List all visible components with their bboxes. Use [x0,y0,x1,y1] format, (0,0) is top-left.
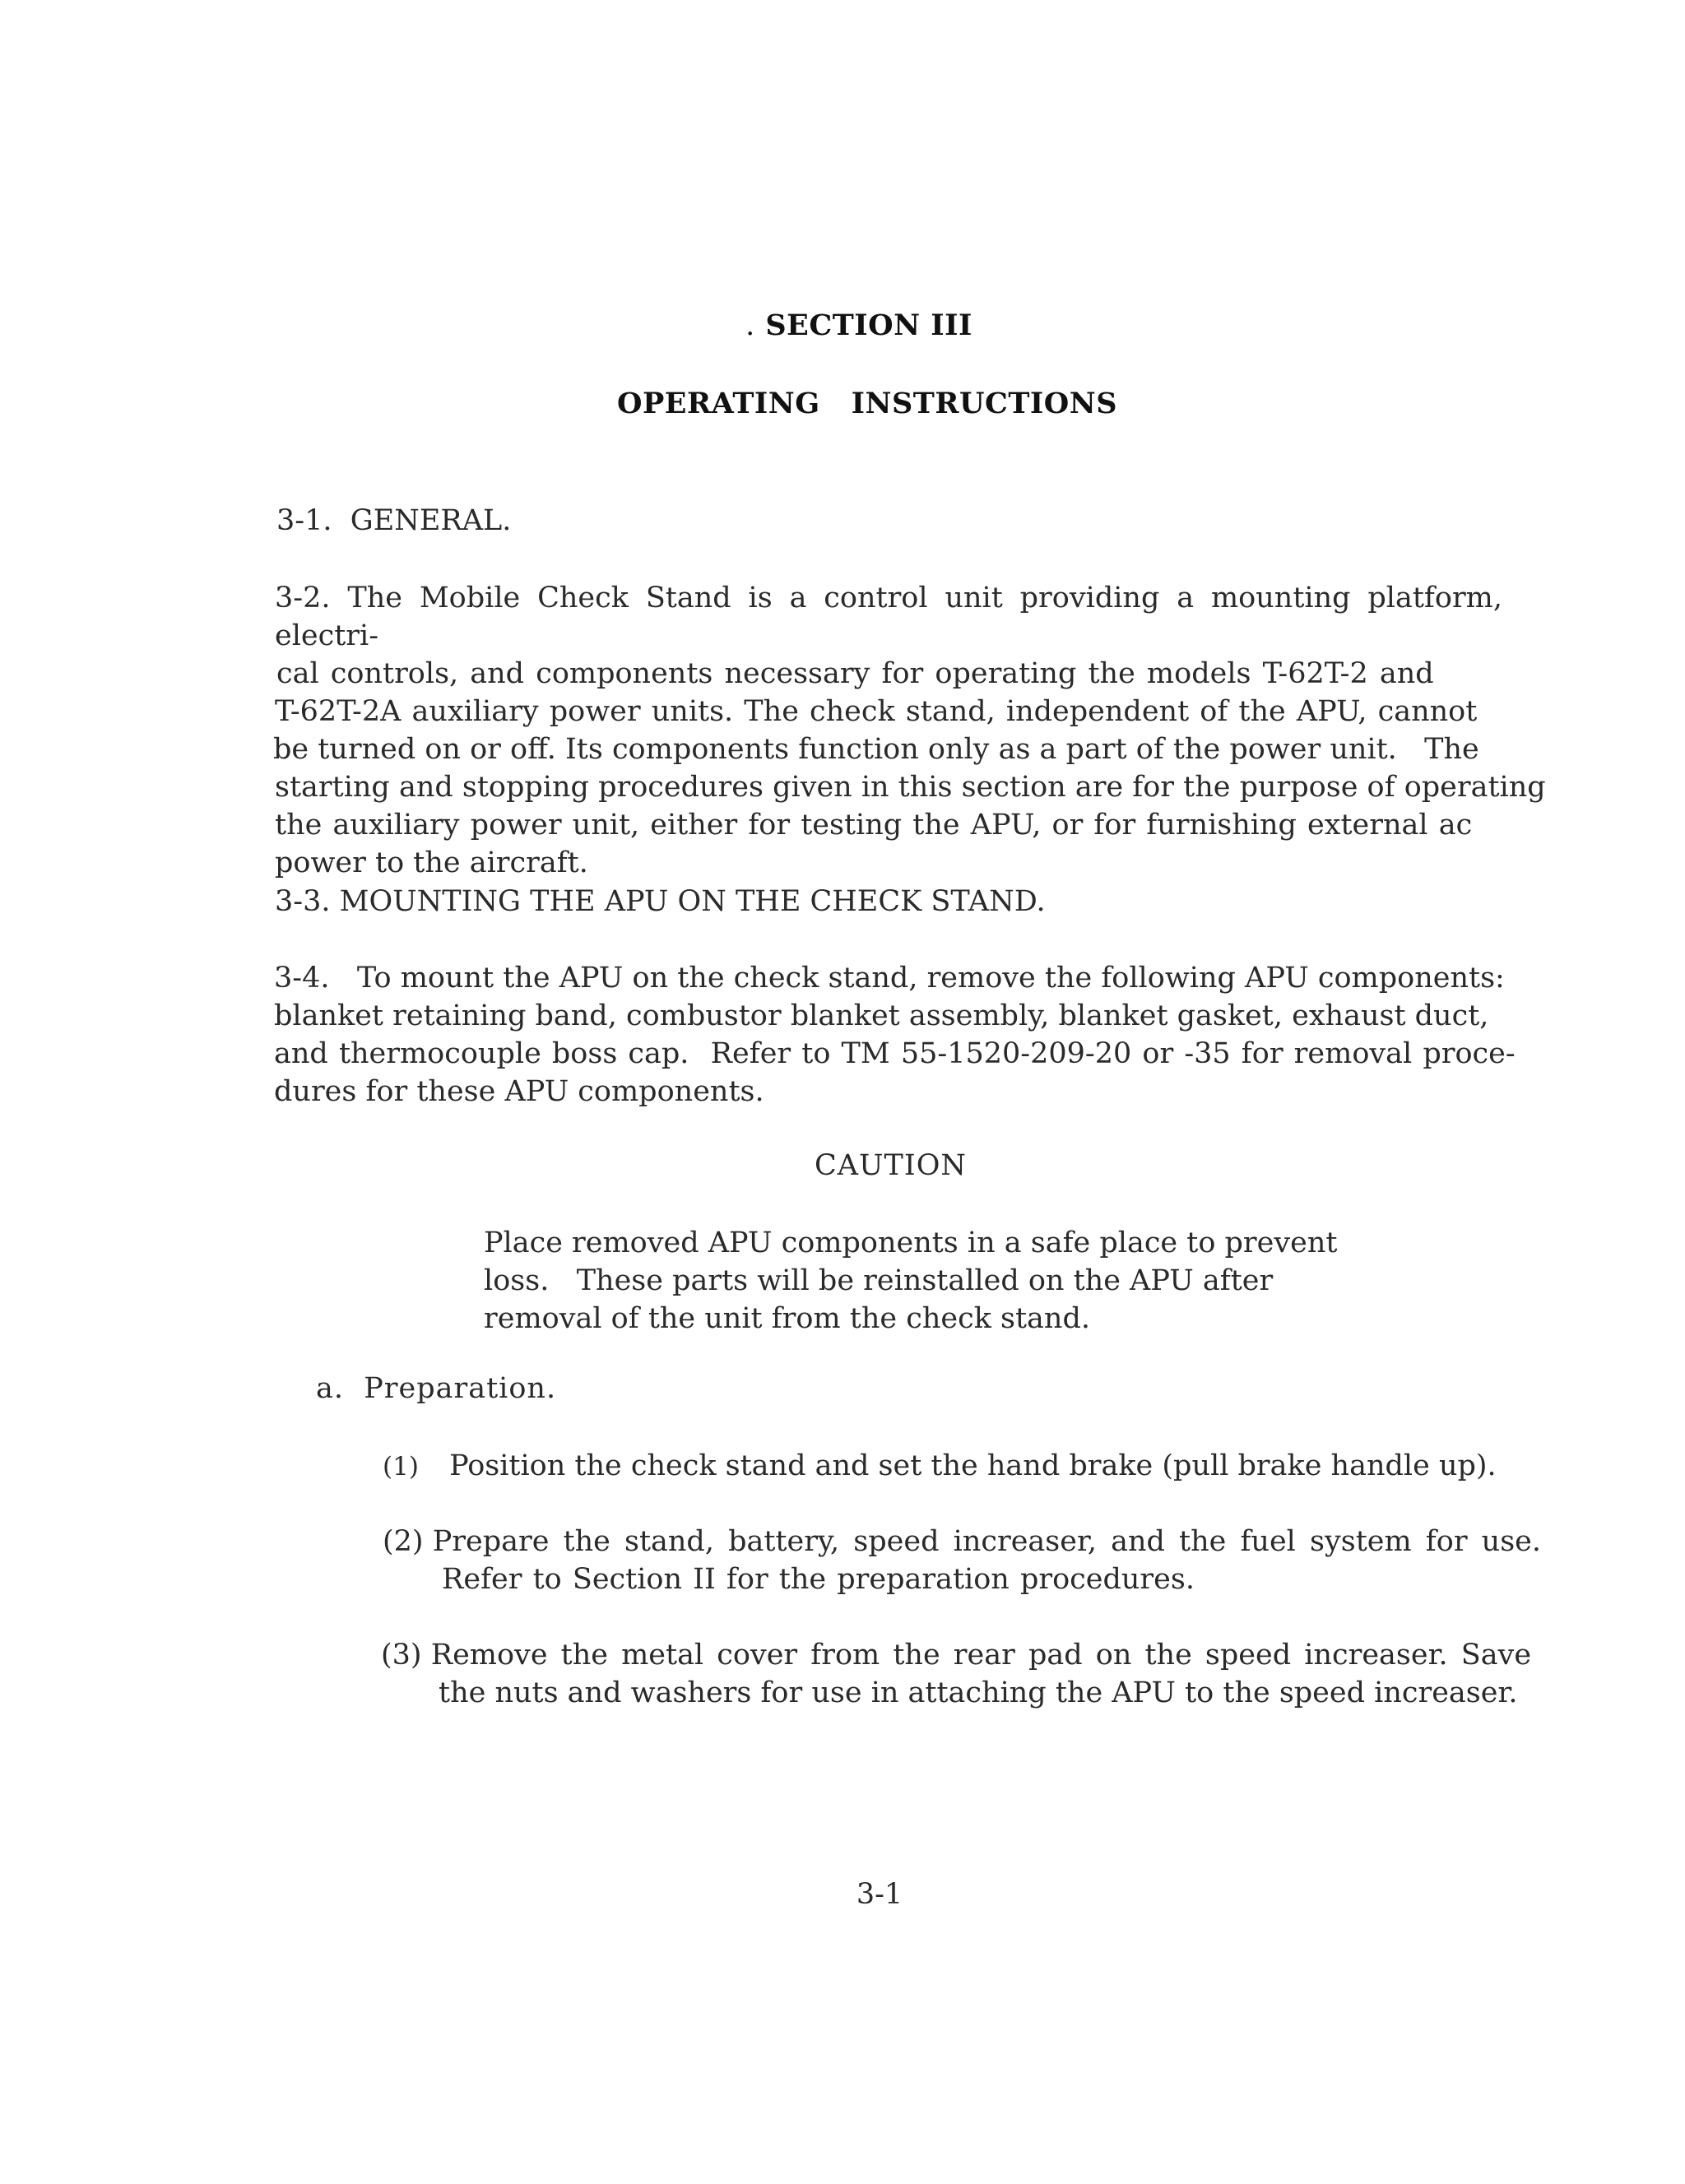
section-prefix: . [745,309,755,342]
paragraph-line: starting and stopping procedures given in this section are for the purpose of operating [275,771,1546,804]
paragraph-line: 3-2. The Mobile Check Stand is a control unit providing a mounting platform, electri- [275,582,1502,652]
caution-line: Place removed APU components in a safe place to prevent [484,1226,1338,1259]
step-number: (3) [381,1639,422,1672]
paragraph-line: be turned on or off. Its components function only as a part of the power unit. The [273,733,1479,766]
page-number: 3-1 [856,1878,903,1911]
paragraph-line: the auxiliary power unit, either for testing the APU, or for furnishing external ac [275,809,1473,842]
paragraph-3-2 [273,579,1546,882]
step-text: Position the check stand and set the hand brake (pull brake handle up). [449,1449,1497,1482]
paragraph-line: power to the aircraft. [275,846,588,879]
step-text: Remove the metal cover from the rear pad on the speed increaser. Save [430,1639,1532,1672]
paragraph-line: 3-4. To mount the APU on the check stand, remove the following APU components: [274,962,1505,995]
section-subtitle: OPERATING INSTRUCTIONS [617,387,1117,420]
paragraph-3-1: 3-1. GENERAL. [276,504,512,537]
paragraph-line: and thermocouple boss cap. Refer to TM 55-1520-209-20 or -35 for removal proce- [274,1037,1516,1070]
caution-line: removal of the unit from the check stand. [484,1302,1090,1335]
caution-line: loss. These parts will be reinstalled on the APU after [484,1264,1274,1297]
step-text: Prepare the stand, battery, speed increaser, and the fuel system for use. [432,1525,1542,1558]
preparation-heading: a. Preparation. [316,1372,557,1405]
step-number: (2) [383,1525,424,1558]
step-3 [381,1636,1531,1712]
paragraph-line: blanket retaining band, combustor blanket assembly, blanket gasket, exhaust duct, [274,999,1489,1032]
paragraph-line: T-62T-2A auxiliary power units. The check stand, independent of the APU, cannot [275,695,1478,728]
caution-title: CAUTION [814,1149,968,1182]
step-2 [383,1523,1541,1598]
paragraph-3-3: 3-3. MOUNTING THE APU ON THE CHECK STAND. [275,885,1046,918]
step-first-line [381,1636,1531,1674]
section-heading [0,308,1685,342]
paragraph-3-4 [274,959,1516,1111]
caution-text [484,1224,1337,1338]
step-number: (1) [383,1452,419,1482]
step-continuation: the nuts and washers for use in attaching the APU to the speed increaser. [439,1676,1518,1709]
section-title: SECTION III [765,308,972,342]
step-first-line [383,1523,1541,1560]
paragraph-line: dures for these APU components. [274,1075,764,1108]
step-continuation: Refer to Section II for the preparation procedures. [442,1563,1195,1596]
paragraph-line: cal controls, and components necessary for operating the models T-62T-2 and [276,657,1434,690]
step-1 [383,1447,1497,1486]
